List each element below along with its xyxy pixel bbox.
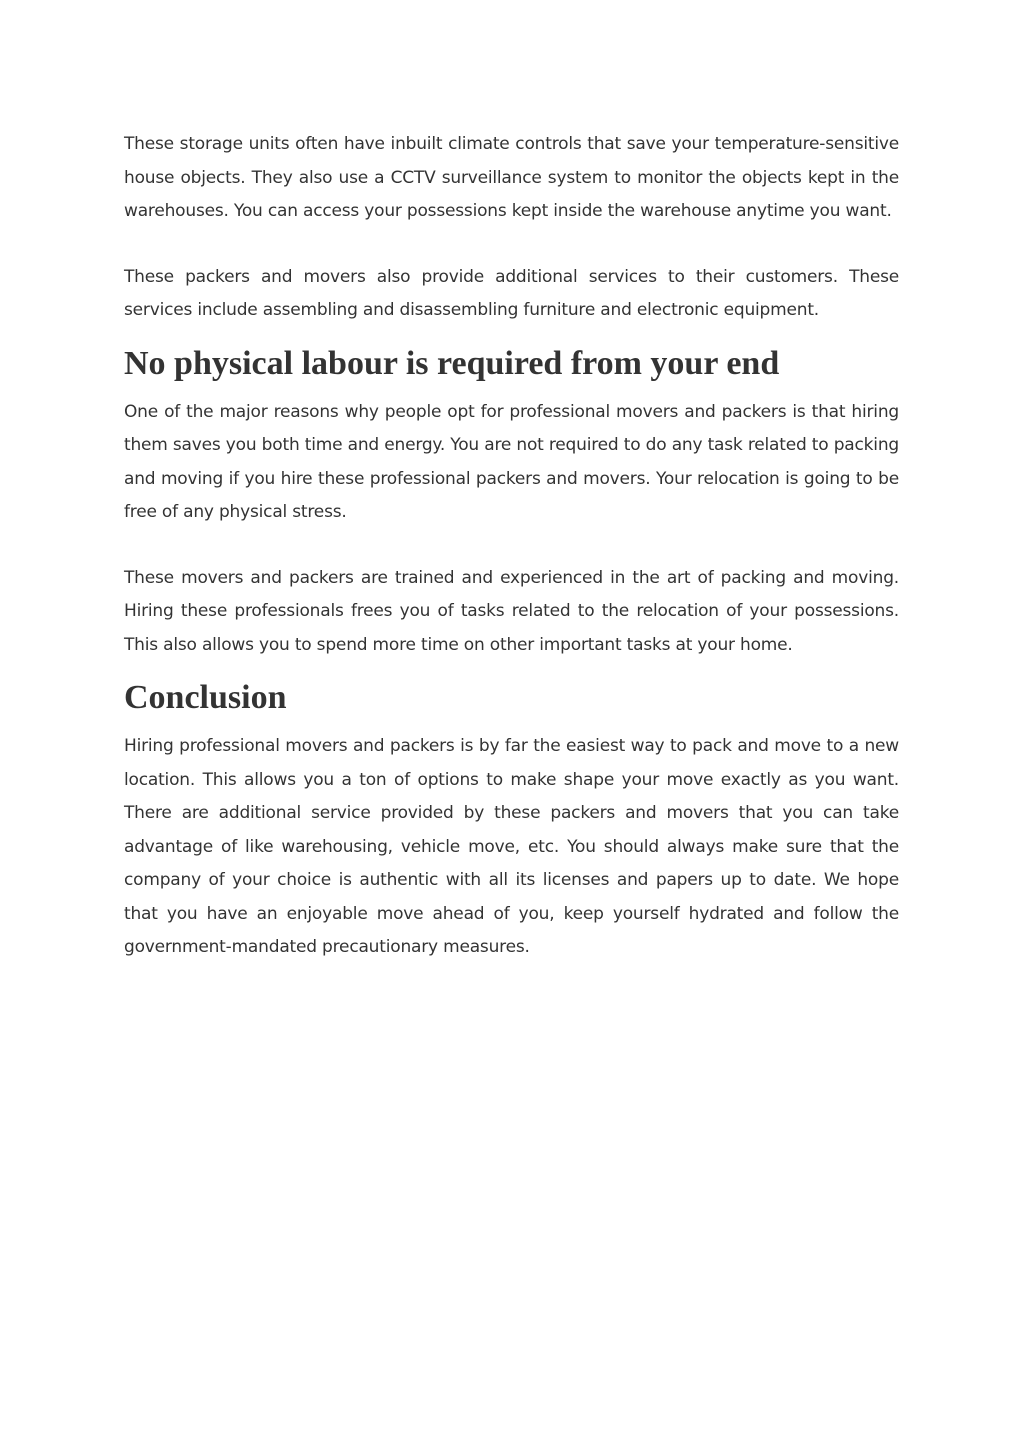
paragraph-trained-movers: These movers and packers are trained and experienced in the art of packing and moving. Hiring these professionals frees you of tasks related to the relocation of your possessions. This also allows you to spend more time on other important tasks at your home. xyxy=(124,567,899,655)
heading-conclusion: Conclusion xyxy=(124,679,287,716)
paragraph-conclusion: Hiring professional movers and packers is by far the easiest way to pack and move to a new location. This allows you a ton of options to make shape your move exactly as you want. There are additional service provided by these packers and movers that you can take advantage of like warehousing, vehicle move, etc. You should always make sure that the company of your choice is authentic with all its licenses and papers up to date. We hope that you have an enjoyable move ahead of you, keep yourself hydrated and follow the government-mandated precautionary measures. xyxy=(124,736,899,957)
heading-no-physical-labour: No physical labour is required from your end xyxy=(124,344,780,382)
paragraph-additional-services: These packers and movers also provide additional services to their customers. These services include assembling and disassembling furniture and electronic equipment. xyxy=(124,266,899,320)
paragraph-major-reasons: One of the major reasons why people opt for professional movers and packers is that hiring them saves you both time and energy. You are not required to do any task related to packing and moving if you hire these professional packers and movers. Your relocation is going to be free of any physical stress. xyxy=(124,401,899,522)
document-page xyxy=(124,128,899,997)
paragraph-storage-units: These storage units often have inbuilt climate controls that save your temperature-sensitive house objects. They also use a CCTV surveillance system to monitor the objects kept in the warehouses. You can access your possessions kept inside the warehouse anytime you want. xyxy=(124,134,899,221)
